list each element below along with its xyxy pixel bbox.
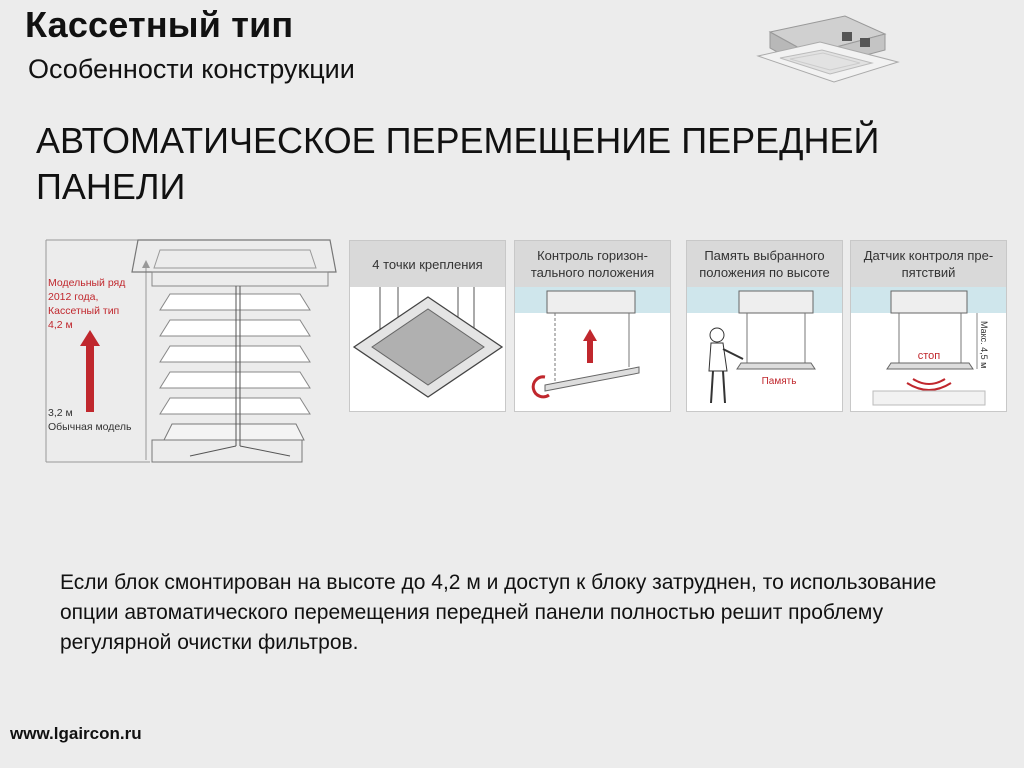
horizontal-control-illustration — [515, 287, 670, 411]
feature-panel-obstacle-sensor — [850, 240, 1007, 412]
feature-panel-horizontal-control — [514, 240, 671, 412]
stop-label: стоп — [917, 350, 941, 362]
diagram-height-old: 3,2 м — [48, 407, 73, 419]
diagram-height-new: 4,2 м — [48, 319, 73, 331]
diagram-label-line1: Модельный ряд — [48, 277, 126, 289]
page-subtitle: Особенности конструкции — [28, 54, 355, 84]
height-comparison-diagram — [40, 232, 340, 472]
panel-caption: Датчик контроля пре-пятствий — [851, 241, 1006, 287]
mount-points-illustration — [350, 287, 505, 411]
panel-caption: Контроль горизон-тального положения — [515, 241, 670, 287]
max-height-label: Макс. 4,5 м — [979, 321, 989, 369]
diagram-label-line3: Кассетный тип — [48, 305, 120, 317]
panel-caption: Память выбранного положения по высоте — [687, 241, 842, 287]
diagram-label-line2: 2012 года, — [48, 291, 99, 303]
description-text: Если блок смонтирован на высоте до 4,2 м и доступ к блоку затруднен, то использование опции автоматического перемещения передней панели полностью решит проблему регулярной очистки фильтров. — [60, 571, 937, 654]
diagram-old-model: Обычная модель — [48, 421, 132, 433]
website-link[interactable]: www.lgaircon.ru — [10, 724, 142, 743]
memory-label: Память — [761, 376, 797, 387]
cassette-unit-image — [750, 10, 900, 90]
height-memory-illustration — [687, 287, 842, 411]
panel-caption: 4 точки крепления — [350, 241, 505, 287]
section-heading: АВТОМАТИЧЕСКОЕ ПЕРЕМЕЩЕНИЕ ПЕРЕДНЕЙ ПАНЕЛИ — [36, 120, 880, 207]
feature-panel-height-memory — [686, 240, 843, 412]
page-title: Кассетный тип — [25, 4, 294, 45]
obstacle-sensor-illustration — [851, 287, 1006, 411]
feature-panel-mount-points — [349, 240, 506, 412]
